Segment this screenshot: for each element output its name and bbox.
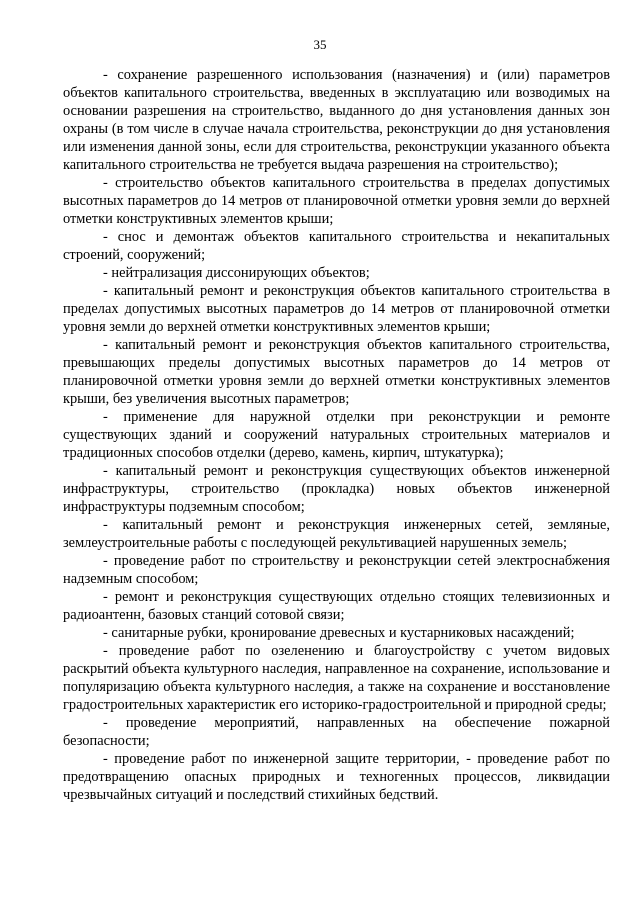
paragraph: - снос и демонтаж объектов капитального строительства и некапитальных строений, сооружений; (63, 229, 610, 263)
paragraph: - капитальный ремонт и реконструкция объектов капитального строительства, превышающих пределы допустимых высотных параметров до 14 метров от планировочной отметки уровня земли до верхней отметки конструктивных элементов крыши, без увеличения высотных параметров; (63, 337, 610, 407)
paragraph: - ремонт и реконструкция существующих отдельно стоящих телевизионных и радиоантенн, базовых станций сотовой связи; (63, 589, 610, 623)
document-body (63, 66, 610, 804)
paragraph: - применение для наружной отделки при реконструкции и ремонте существующих зданий и сооружений натуральных строительных материалов и традиционных способов отделки (дерево, камень, кирпич, штукатурка); (63, 409, 610, 461)
paragraph: - капитальный ремонт и реконструкция инженерных сетей, земляные, землеустроительные работы с последующей рекультивацией нарушенных земель; (63, 517, 610, 551)
paragraph: - проведение работ по инженерной защите территории, - проведение работ по предотвращению опасных природных и техногенных процессов, ликвидации чрезвычайных ситуаций и последствий стихийных бедствий. (63, 751, 610, 803)
paragraph: - строительство объектов капитального строительства в пределах допустимых высотных параметров до 14 метров от планировочной отметки уровня земли до верхней отметки конструктивных элементов крыши; (63, 175, 610, 227)
page-number: 35 (313, 37, 327, 52)
paragraph: - сохранение разрешенного использования (назначения) и (или) параметров объектов капитального строительства, введенных в эксплуатацию или возводимых на основании разрешения на строительство, выданного до дня установления данных зон охраны (в том числе в случае начала строительства, реконструкции до дня установления или изменения данной зоны, если для строительства, реконструкции указанного объекта капитального строительства не требуется выдача разрешения на строительство); (63, 67, 610, 173)
paragraph: - проведение работ по озеленению и благоустройству с учетом видовых раскрытий объекта культурного наследия, направленное на сохранение, использование и популяризацию объекта культурного наследия, а также на сохранение и восстановление градостроительных характеристик его историко-градостроительной и природной среды; (63, 643, 610, 713)
paragraph: - проведение мероприятий, направленных на обеспечение пожарной безопасности; (63, 715, 610, 749)
paragraph: - капитальный ремонт и реконструкция существующих объектов инженерной инфраструктуры, строительство (прокладка) новых объектов инженерной инфраструктуры подземным способом; (63, 463, 610, 515)
paragraph: - проведение работ по строительству и реконструкции сетей электроснабжения надземным способом; (63, 553, 610, 587)
paragraph: - санитарные рубки, кронирование древесных и кустарниковых насаждений; (103, 625, 575, 641)
paragraph: - капитальный ремонт и реконструкция объектов капитального строительства в пределах допустимых высотных параметров до 14 метров от планировочной отметки уровня земли до верхней отметки конструктивных элементов крыши; (63, 283, 610, 335)
paragraph: - нейтрализация диссонирующих объектов; (103, 265, 370, 281)
